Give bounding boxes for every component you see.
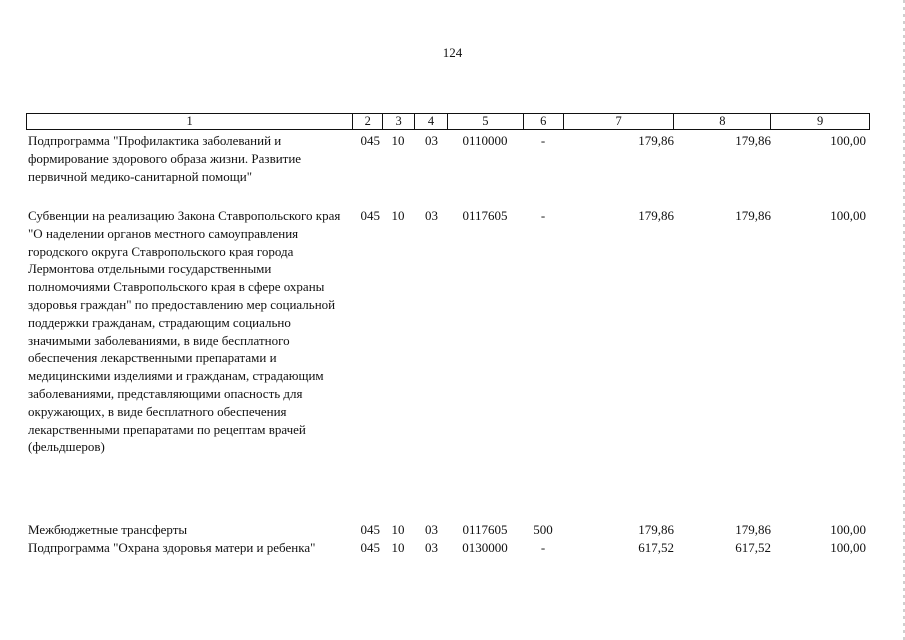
column-header-4: 4 — [414, 114, 447, 129]
column-header-9: 9 — [770, 114, 869, 129]
cell-col-4: 03 — [425, 522, 438, 537]
cell-col-5: 0117605 — [462, 208, 508, 223]
cell-col-4: 03 — [425, 133, 438, 148]
cell-col-3: 10 — [391, 208, 405, 223]
cell-col-2: 045 — [360, 133, 380, 148]
cell-col-7: 617,52 — [638, 540, 674, 555]
row-item-name: Подпрограмма "Профилактика заболеваний и формирование здорового образа жизни. Развитие первичной медико-санитарной помощи" — [28, 133, 302, 184]
table-row — [26, 539, 870, 575]
cell-col-7: 179,86 — [638, 522, 674, 537]
column-header-1: 1 — [186, 114, 193, 128]
row-item-name: Межбюджетные трансферты — [28, 522, 188, 537]
page-number: 124 — [442, 45, 463, 60]
cell-col-4: 03 — [425, 208, 438, 223]
column-header-2: 2 — [352, 114, 382, 129]
cell-col-2: 045 — [360, 540, 380, 555]
table-row — [26, 207, 870, 521]
column-header-8: 8 — [673, 114, 770, 129]
cell-col-5: 0117605 — [462, 522, 508, 537]
table-row — [26, 132, 870, 207]
column-header-6: 6 — [523, 114, 563, 129]
cell-col-9: 100,00 — [830, 540, 866, 555]
cell-col-8: 179,86 — [735, 208, 771, 223]
cell-col-2: 045 — [360, 208, 380, 223]
cell-col-6: - — [540, 208, 546, 223]
cell-col-3: 10 — [391, 522, 405, 537]
cell-col-5: 0110000 — [462, 133, 508, 148]
cell-col-7: 179,86 — [638, 208, 674, 223]
cell-col-3: 10 — [391, 133, 405, 148]
cell-col-3: 10 — [391, 540, 405, 555]
cell-col-9: 100,00 — [830, 208, 866, 223]
cell-col-5: 0130000 — [462, 540, 508, 555]
cell-col-8: 617,52 — [735, 540, 771, 555]
cell-col-6: - — [540, 540, 546, 555]
row-item-name: Субвенции на реализацию Закона Ставропольского края "О наделении органов местного самоуправления городского округа Ставропольского края города Лермонтова отдельными государственными полномочиями Ставропольского края в сфере охраны здоровья граждан" по предоставлению мер социальной поддержки гражданам, страдающим социально значимыми заболеваниями, в виде бесплатного обеспечения лекарственными препаратами и медицинскими изделиями и гражданам, страдающим заболеваниями, представляющими опасность для окружающих, в виде бесплатного обеспечения лекарственными препаратами по рецептам врачей (фельдшеров) — [28, 208, 341, 455]
cell-col-6: - — [540, 133, 546, 148]
cell-col-7: 179,86 — [638, 133, 674, 148]
budget-table — [26, 113, 870, 575]
table-header-row — [26, 113, 870, 130]
cell-col-8: 179,86 — [735, 522, 771, 537]
cell-col-9: 100,00 — [830, 522, 866, 537]
cell-col-9: 100,00 — [830, 133, 866, 148]
cell-col-2: 045 — [360, 522, 380, 537]
cell-col-6: 500 — [533, 522, 553, 537]
column-header-7: 7 — [563, 114, 674, 129]
cell-col-8: 179,86 — [735, 133, 771, 148]
cell-col-4: 03 — [425, 540, 438, 555]
column-header-5: 5 — [447, 114, 523, 129]
row-item-name: Подпрограмма "Охрана здоровья матери и ребенка" — [28, 540, 316, 555]
column-header-3: 3 — [382, 114, 414, 129]
table-row — [26, 521, 870, 539]
